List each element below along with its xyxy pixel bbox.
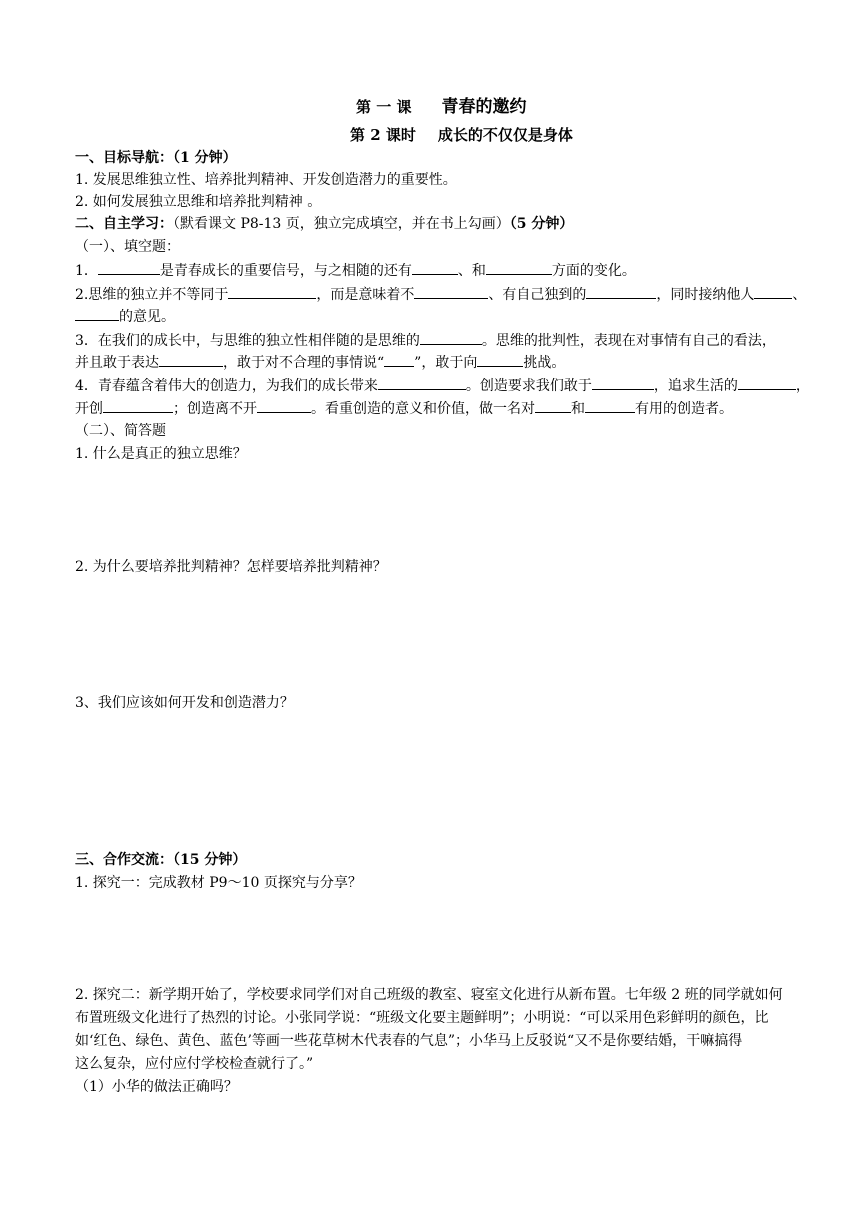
blank[interactable] xyxy=(103,398,173,413)
section-2-heading: 二、自主学习：（默看课文 P8-13 页，独立完成填空，并在书上勾画）（5 分钟） xyxy=(75,216,574,232)
fill-question-1: 1． 是青春成长的重要信号，与之相随的还有 、和 方面的变化。 xyxy=(75,260,636,281)
exploration-2-question-1: （1）小华的做法正确吗？ xyxy=(75,1079,238,1095)
exploration-2-line-1: 2. 探究二：新学期开始了，学校要求同学们对自己班级的教室、寝室文化进行从新布置。七年级 2 班的同学就如何 xyxy=(75,987,783,1003)
blank[interactable] xyxy=(586,284,656,299)
goal-1: 1. 发展思维独立性、培养批判精神、开发创造潜力的重要性。 xyxy=(75,172,457,188)
lesson-name: 青春的邀约 xyxy=(441,97,527,117)
blank[interactable] xyxy=(384,352,414,367)
fill-question-2: 2.思维的独立并不等同于 ，而是意味着不 、有自己独到的 ，同时接纳他人 、 xyxy=(75,284,806,305)
goal-2: 2. 如何发展独立思维和培养批判精神 。 xyxy=(75,194,322,210)
fill-question-4-cont: 开创 ；创造离不开 。看重创造的意义和价值，做一名对 和 有用的创造者。 xyxy=(75,398,733,419)
short-question-1: 1. 什么是真正的独立思维？ xyxy=(75,446,247,462)
blank[interactable] xyxy=(754,284,792,299)
blank[interactable] xyxy=(738,375,796,390)
blank[interactable] xyxy=(412,260,458,275)
blank[interactable] xyxy=(486,260,552,275)
blank[interactable] xyxy=(228,284,316,299)
fill-question-2-cont: 的意见。 xyxy=(75,306,175,327)
blank[interactable] xyxy=(414,284,488,299)
blank[interactable] xyxy=(257,398,311,413)
lesson-number: 第 一 课 xyxy=(356,98,412,116)
short-question-3: 3、我们应该如何开发和创造潜力？ xyxy=(75,695,294,711)
blank[interactable] xyxy=(535,398,571,413)
fill-heading: （一）、填空题： xyxy=(75,239,180,255)
blank[interactable] xyxy=(98,260,160,275)
blank[interactable] xyxy=(159,352,223,367)
exploration-2-line-4: 这么复杂，应付应付学校检查就行了。” xyxy=(75,1056,314,1072)
period-name: 成长的不仅仅是身体 xyxy=(437,126,573,144)
section-3-heading: 三、合作交流：（15 分钟） xyxy=(75,852,247,868)
blank[interactable] xyxy=(477,352,523,367)
period-title xyxy=(350,124,573,145)
blank[interactable] xyxy=(585,398,635,413)
blank[interactable] xyxy=(420,330,482,345)
exploration-2-line-3: 如‘红色、绿色、黄色、蓝色’等画一些花草树木代表春的气息”；小华马上反驳说“又不是你要结婚，干嘛搞得 xyxy=(75,1033,743,1049)
exploration-1: 1. 探究一：完成教材 P9～10 页探究与分享？ xyxy=(75,875,362,891)
section-1-heading: 一、目标导航：（1 分钟） xyxy=(75,150,237,166)
fill-question-3-cont: 并且敢于表达 ，敢于对不合理的事情说“ ”，敢于向 挑战。 xyxy=(75,352,565,373)
lesson-title xyxy=(356,92,526,117)
blank[interactable] xyxy=(592,375,654,390)
blank[interactable] xyxy=(75,306,119,321)
short-question-2: 2. 为什么要培养批判精神？怎样要培养批判精神？ xyxy=(75,559,387,575)
blank[interactable] xyxy=(378,375,466,390)
exploration-2-line-2: 布置班级文化进行了热烈的讨论。小张同学说：“班级文化要主题鲜明”；小明说：“可以采用色彩鲜明的颜色，比 xyxy=(75,1010,769,1026)
fill-question-3: 3．在我们的成长中，与思维的独立性相伴随的是思维的 。思维的批判性，表现在对事情有自己的看法， xyxy=(75,330,776,351)
fill-question-4: 4．青春蕴含着伟大的创造力，为我们的成长带来 。创造要求我们敢于 ，追求生活的 ， xyxy=(75,375,810,396)
short-answer-heading: （二）、简答题 xyxy=(75,423,166,439)
period-number: 第 2 课时 xyxy=(350,126,416,144)
